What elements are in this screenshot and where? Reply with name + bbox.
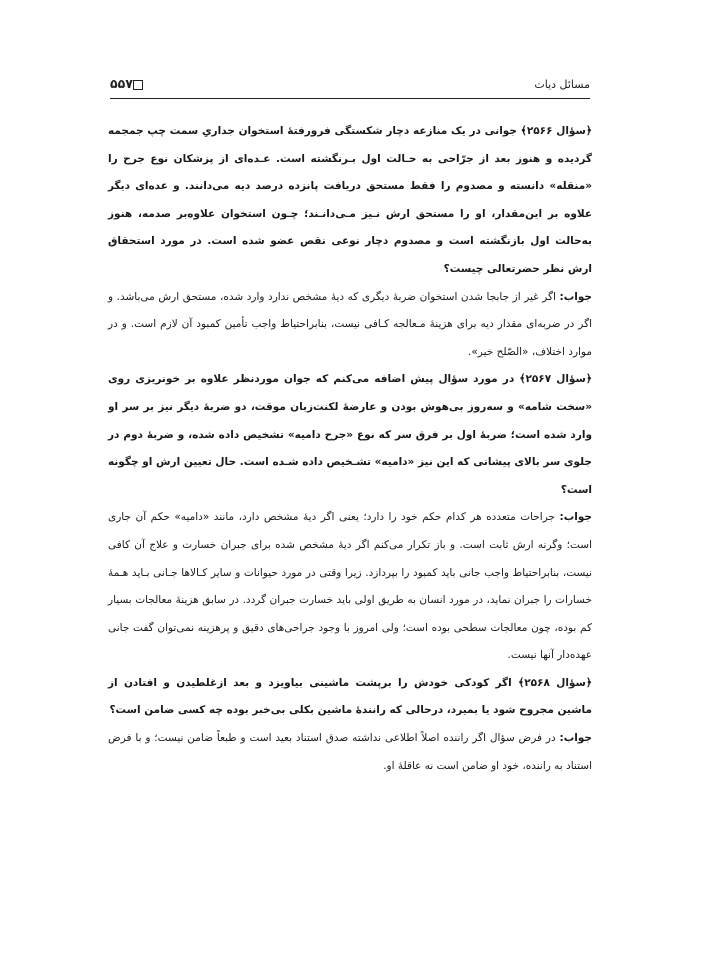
page-number [110,76,146,91]
answer-2566 [108,284,592,367]
answer-label: جواب: [559,511,592,524]
answer-text: جراحات متعدده هر کدام حکم خود را دارد؛ یعنی اگر دیهٔ مشخص دارد، مانند «دامیه» حکم آن جاری است؛ وگرنه ارش ثابت است. و باز تکرار می‌کنم اگر دیهٔ مشخص شده برای جبران خسارت و علاج آن کافی نیست، بنابراحتیاط واجب جانی باید کمبود را بپردازد. زیرا وقتی در مورد حیوانات و سایر کـالاها جـانی بـاید هـمهٔ خسارات را جبران نماید، در مورد انسان به طریق اولی باید خسارت جبران گردد. در سابق هزینهٔ معالجات بسیار کم بوده، چون معالجات سطحی بوده است؛ ولی امروز با وجود جراحی‌های دقیق و پرهزینه نمی‌توان گفت جانی عهده‌دار آنها نیست. [108,511,592,662]
page-header [110,70,590,99]
square-icon [133,80,143,90]
answer-label: جواب: [559,732,592,745]
answer-2567 [108,504,592,670]
page-body [108,118,592,780]
question-2566: ﴿سؤال ۲۵۶۶﴾ جوانی در یک منازعه دچار شکستگی فرورفتهٔ استخوان جداریِ سمت چپ جمجمه گردیده و هنوز بعد از جرّاحی به حـالت اول بـرنگشته است. عـده‌ای از پزشکان نوع جرح را «منقله» دانسته و مصدوم را فقط مستحق دریافت پانزده درصد دیه می‌دانند. و عده‌ای دیگر علاوه بر این‌مقدار، او را مستحق ارش نـیز مـی‌دانـند؛ چـون استخوان علاوه‌بر صدمه، هنوز به‌حالت اول بازنگشته است و مصدوم دچار نوعی نقص عضو شده است. در مورد استحقاق ارش نظر حضرتعالی چیست؟ [108,125,592,275]
answer-text: اگر غیر از جابجا شدن استخوان ضربهٔ دیگری که دیهٔ مشخص ندارد وارد شده، مستحق ارش می‌باشد. و اگر در ضربه‌ای مقدار دیه برای هزینهٔ مـعالجه کـافی نیست، بنابراحتیاط واجب تأمین کمبود آن لازم است. و در موارد اختلاف، «الصّلح خیر». [108,290,592,358]
running-title: مسائل دیات [534,78,590,91]
answer-text: در فرض سؤال اگر راننده اصلاً اطلاعی نداشته صدق استناد بعید است و طبعاً ضامن نیست؛ و با فرض استناد به راننده، خود او ضامن است نه عاقلهٔ او. [108,732,592,772]
answer-2568 [108,725,592,780]
question-2567: ﴿سؤال ۲۵۶۷﴾ در مورد سؤال پیش اضافه می‌کنم که جوان موردنظر علاوه بر خونریزی روی «سخت شامه» و سه‌روز بی‌هوش بودن و عارضهٔ لکنت‌زبان موقت، دو ضربهٔ دیگر نیز بر سر او وارد شده است؛ ضربهٔ اول بر فرق سر که نوع «جرح دامیه» تشخیص داده شده، و ضربهٔ دوم در جلوی سر بالای پیشانی که این نیز «دامیه» تشـخیص داده شـده است. حال تعیین ارش او چگونه است؟ [108,373,592,496]
page-number-text: ۵۵۷ [110,76,133,91]
answer-label: جواب: [559,290,592,303]
question-2568: ﴿سؤال ۲۵۶۸﴾ اگر کودکی خودش را برپشت ماشینی بیاویزد و بعد ازغلطیدن و افتادن از ماشین مجروح شود یا بمیرد، درحالی که رانندهٔ ماشین بکلی بی‌خبر بوده چه کسی ضامن است؟ [108,676,592,717]
